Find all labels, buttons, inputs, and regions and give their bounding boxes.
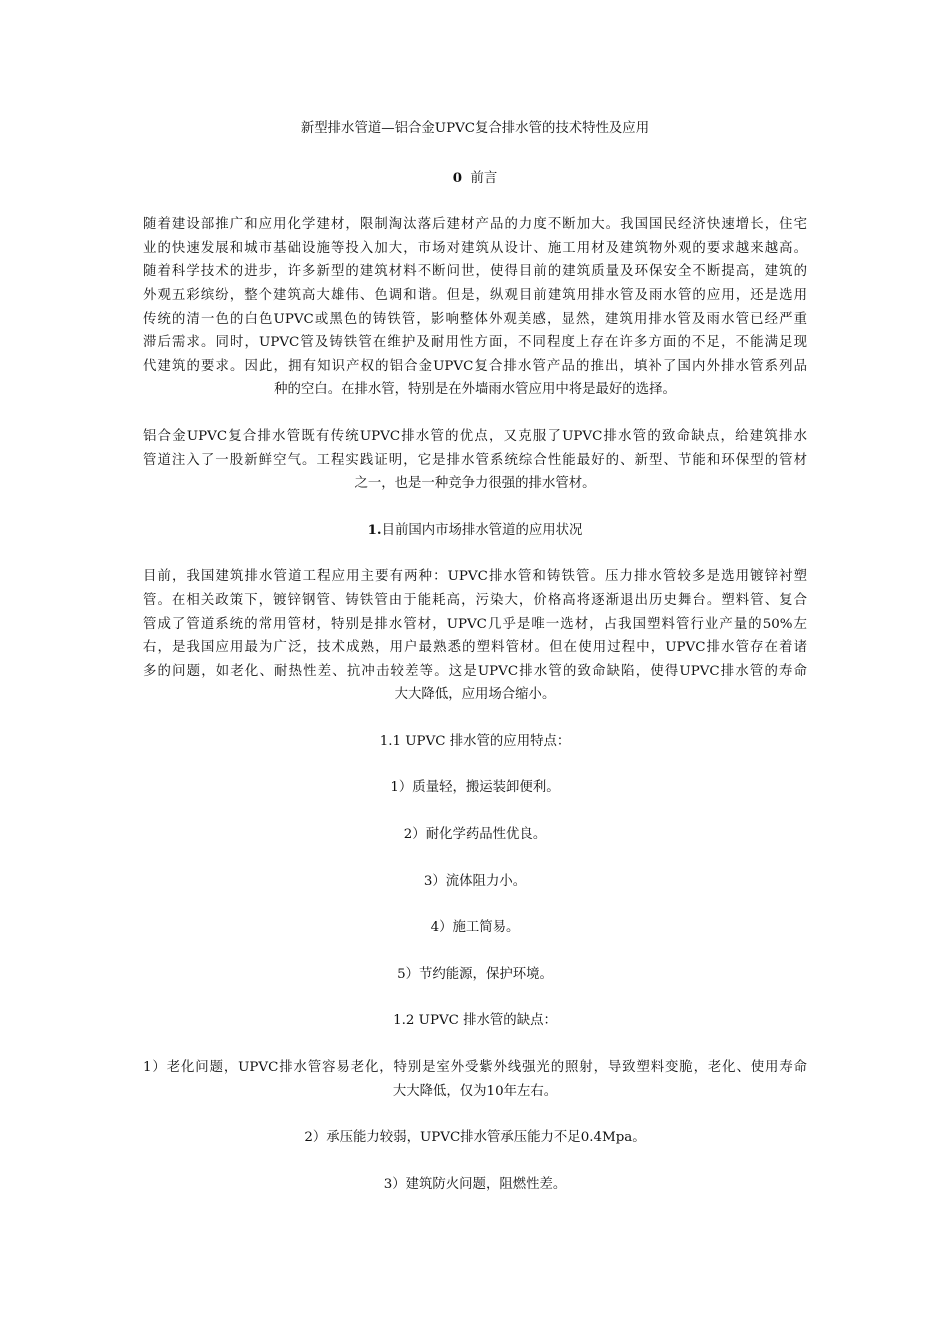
- text-line: 业的快速发展和城市基础设施等投入加大，市场对建筑从设计、施工用材及建筑物外观的要求越来越高。: [143, 240, 807, 256]
- text-line: 种的空白。在排水管，特别是在外墙雨水管应用中将是最好的选择。: [274, 382, 676, 398]
- text-line: 管成了管道系统的常用管材，特别是排水管材，UPVC几乎是唯一选材，占我国塑料管行业产量的50%左: [143, 616, 807, 632]
- text-line: 管道注入了一股新鲜空气。工程实践证明，它是排水管系统综合性能最好的、新型、节能和环保型的管材: [143, 452, 807, 468]
- list-item: 5）节约能源，保护环境。: [397, 966, 553, 982]
- text-line: 外观五彩缤纷，整个建筑高大雄伟、色调和谐。但是，纵观目前建筑用排水管及雨水管的应用，还是选用: [143, 287, 807, 303]
- list-item-multiline: [143, 1056, 807, 1103]
- list-item: 3）建筑防火问题，阻燃性差。: [383, 1176, 567, 1192]
- text-line: 随着科学技术的进步，许多新型的建筑材料不断问世，使得目前的建筑质量及环保安全不断提高，建筑的: [143, 264, 807, 280]
- list-item: 4）施工简易。: [430, 920, 520, 936]
- list-item: 2）承压能力较弱，UPVC排水管承压能力不足0.4Mpa。: [304, 1130, 646, 1146]
- section-number: 0: [452, 169, 463, 186]
- document-title: 新型排水管道—铝合金UPVC复合排水管的技术特性及应用: [300, 121, 650, 136]
- document-body: [143, 117, 807, 1219]
- text-line: 之一，也是一种竞争力很强的排水管材。: [354, 476, 596, 492]
- section-number: 1.: [367, 521, 382, 538]
- intro-paragraph-2: [143, 425, 807, 496]
- text-line: 传统的清一色的白色UPVC或黑色的铸铁管，影响整体外观美感，显然，建筑用排水管及雨水管已经严重: [143, 311, 807, 327]
- list-item: 2）耐化学药品性优良。: [403, 827, 547, 843]
- section-heading-preface: [143, 167, 807, 191]
- intro-paragraph-1: [143, 213, 807, 402]
- section-label: 前言: [470, 170, 498, 186]
- text-line: 目前，我国建筑排水管道工程应用主要有两种：UPVC排水管和铸铁管。压力排水管较多是选用镀锌衬塑: [143, 569, 807, 585]
- section-heading-status: [143, 519, 807, 543]
- text-line: 随着建设部推广和应用化学建材，限制淘汰落后建材产品的力度不断加大。我国国民经济快速增长，住宅: [143, 217, 807, 233]
- text-line: 大大降低，仅为10年左右。: [392, 1083, 558, 1099]
- text-line: 大大降低，应用场合缩小。: [394, 687, 556, 703]
- status-paragraph: [143, 565, 807, 707]
- subsection-title-1-1: 1.1 UPVC 排水管的应用特点：: [379, 733, 571, 749]
- text-line: 1）老化问题，UPVC排水管容易老化，特别是室外受紫外线强光的照射，导致塑料变脆，老化、使用寿命: [143, 1060, 807, 1076]
- list-item: 1）质量轻，搬运装卸便利。: [390, 780, 560, 796]
- text-line: 管。在相关政策下，镀锌钢管、铸铁管由于能耗高，污染大，价格高将逐渐退出历史舞台。塑料管、复合: [143, 592, 807, 608]
- list-item: 3）流体阻力小。: [423, 873, 527, 889]
- text-line: 右，是我国应用最为广泛，技术成熟，用户最熟悉的塑料管材。但在使用过程中，UPVC排水管存在着诸: [143, 640, 807, 656]
- text-line: 铝合金UPVC复合排水管既有传统UPVC排水管的优点，又克服了UPVC排水管的致命缺点，给建筑排水: [143, 428, 807, 444]
- text-line: 代建筑的要求。因此，拥有知识产权的铝合金UPVC复合排水管产品的推出，填补了国内外排水管系列品: [143, 358, 807, 374]
- text-line: 滞后需求。同时，UPVC管及铸铁管在维护及耐用性方面，不同程度上存在许多方面的不足，不能满足现: [143, 335, 807, 351]
- section-label: 目前国内市场排水管道的应用状况: [381, 522, 583, 538]
- text-line: 多的问题，如老化、耐热性差、抗冲击较差等。这是UPVC排水管的致命缺陷，使得UPVC排水管的寿命: [143, 663, 807, 679]
- subsection-title-1-2: 1.2 UPVC 排水管的缺点：: [393, 1013, 557, 1029]
